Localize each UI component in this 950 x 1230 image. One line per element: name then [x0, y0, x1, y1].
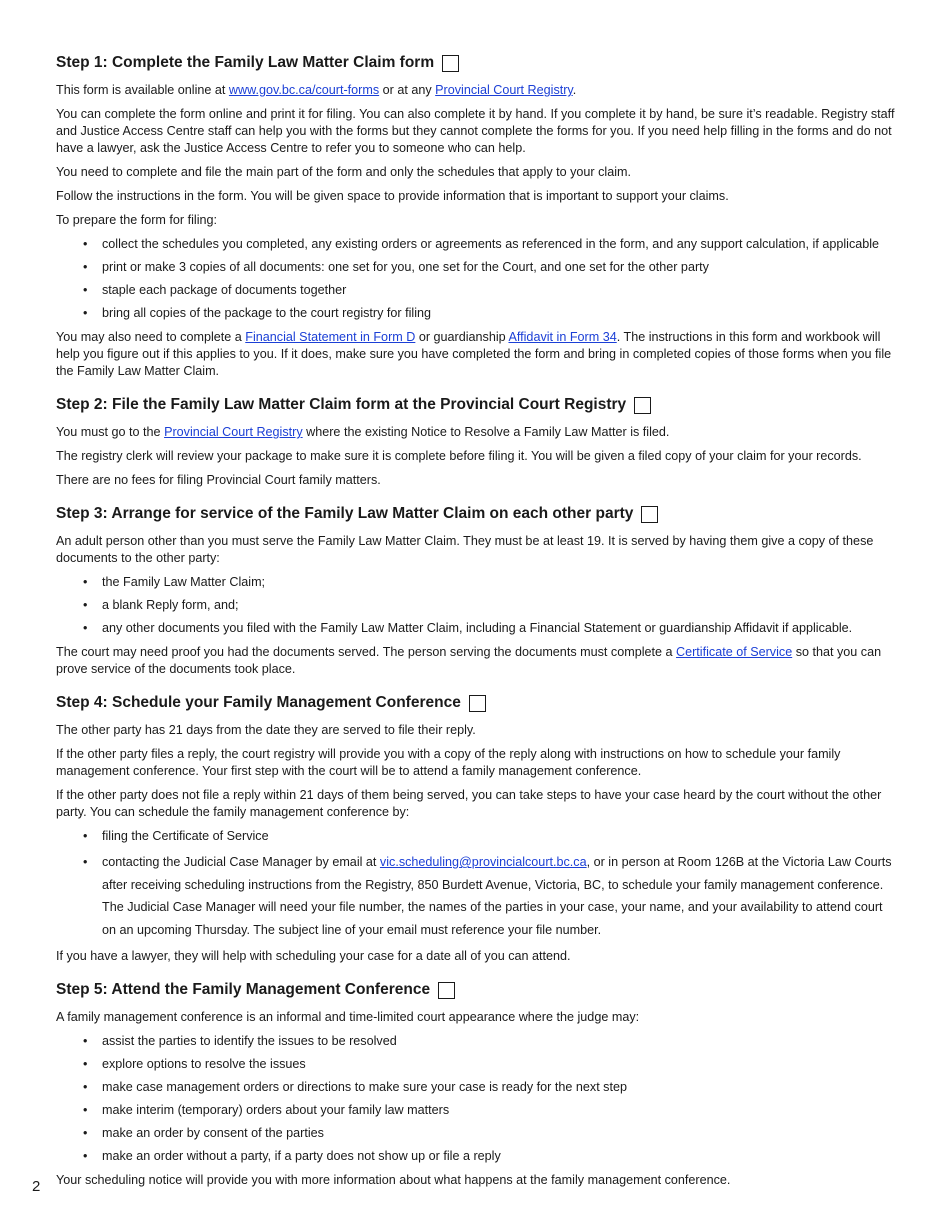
- step2-paragraph: There are no fees for filing Provincial Court family matters.: [56, 473, 381, 487]
- step4-paragraph: The other party has 21 days from the date they are served to file their reply.: [56, 723, 476, 737]
- step5-list: [56, 1033, 896, 1165]
- step1-forms-note: [56, 329, 896, 380]
- list-item: • any other documents you filed with the Family Law Matter Claim, including a Financial Statement or guardianship Affidavit if applicable.: [56, 620, 896, 637]
- step3-paragraph: [56, 644, 896, 678]
- step2-paragraph: The registry clerk will review your package to make sure it is complete before filing it. You will be given a filed copy of your claim for your records.: [56, 449, 862, 463]
- step5-section: [56, 979, 896, 1189]
- list-item: • make case management orders or directions to make sure your case is ready for the next step: [56, 1079, 896, 1096]
- text: contacting the Judicial Case Manager by email at: [102, 855, 380, 869]
- step4-title: Step 4: Schedule your Family Management Conference: [56, 694, 461, 711]
- step3-checkbox[interactable]: [641, 506, 658, 523]
- step1-paragraph: Follow the instructions in the form. You will be given space to provide information that is important to support your claims.: [56, 189, 729, 203]
- text: The court may need proof you had the documents served. The person serving the documents must complete a: [56, 645, 677, 659]
- list-item: • make an order by consent of the parties: [56, 1125, 896, 1142]
- step1-availability: [56, 82, 896, 99]
- step3-list: [56, 574, 896, 637]
- list-item: • explore options to resolve the issues: [56, 1056, 896, 1073]
- step3-title: Step 3: Arrange for service of the Family Law Matter Claim on each other party: [56, 505, 634, 522]
- step4-paragraph: If the other party does not file a reply within 21 days of them being served, you can take steps to have your case heard by the court without the other party. You can schedule the family management conference by:: [56, 788, 882, 819]
- step1-checkbox[interactable]: [442, 55, 459, 72]
- step5-title: Step 5: Attend the Family Management Conference: [56, 981, 431, 998]
- text: or at any: [379, 83, 436, 97]
- text: where the existing Notice to Resolve a Family Law Matter is filed.: [302, 425, 670, 439]
- list-item: • a blank Reply form, and;: [56, 597, 896, 614]
- step4-section: [56, 692, 896, 965]
- step2-heading: [56, 394, 896, 416]
- list-item: • make an order without a party, if a party does not show up or file a reply: [56, 1148, 896, 1165]
- step1-heading: [56, 52, 896, 74]
- registry-link[interactable]: Provincial Court Registry: [164, 425, 303, 439]
- text: You may also need to complete a: [56, 330, 246, 344]
- content: [56, 52, 896, 1203]
- step3-paragraph: An adult person other than you must serve the Family Law Matter Claim. They must be at least 19. It is served by having them give a copy of these documents to the other party:: [56, 534, 874, 565]
- step4-paragraph: If you have a lawyer, they will help with scheduling your case for a date all of you can attend.: [56, 949, 571, 963]
- registry-link[interactable]: Provincial Court Registry: [435, 83, 573, 97]
- list-item: • print or make 3 copies of all documents: one set for you, one set for the Court, and one set for the other party: [56, 259, 896, 276]
- page-number: 2: [32, 1178, 41, 1195]
- text: or guardianship: [415, 330, 509, 344]
- step1-paragraph: You can complete the form online and print it for filing. You can also complete it by hand. If you complete it by hand, be sure it’s readable. Registry staff and Justice Access Centre staff can help you with the forms but they cannot complete the forms for you. If you need help filling in the forms and do not have a lawyer, ask the Justice Access Centre to refer you to someone who can help.: [56, 107, 895, 155]
- scheduling-email-link[interactable]: vic.scheduling@provincialcourt.bc.ca: [379, 855, 587, 869]
- step1-title: Step 1: Complete the Family Law Matter Claim form: [56, 54, 435, 71]
- court-forms-link[interactable]: www.gov.bc.ca/court-forms: [228, 83, 380, 97]
- step5-paragraph: Your scheduling notice will provide you with more information about what happens at the family management conference.: [56, 1173, 731, 1187]
- step3-heading: [56, 503, 896, 525]
- text: This form is available online at: [56, 83, 229, 97]
- step1-list: [56, 236, 896, 322]
- list-item: • bring all copies of the package to the court registry for filing: [56, 305, 896, 322]
- step5-heading: [56, 979, 896, 1001]
- step5-checkbox[interactable]: [438, 982, 455, 999]
- step4-checkbox[interactable]: [469, 695, 486, 712]
- step2-paragraph: [56, 424, 896, 441]
- text: .: [572, 83, 577, 97]
- step4-list: [56, 828, 896, 941]
- step4-heading: [56, 692, 896, 714]
- affidavit-link[interactable]: Affidavit in Form 34: [508, 330, 617, 344]
- step2-section: [56, 394, 896, 489]
- list-item: • filing the Certificate of Service: [56, 828, 896, 845]
- step2-title: Step 2: File the Family Law Matter Claim form at the Provincial Court Registry: [56, 396, 627, 413]
- step1-paragraph: To prepare the form for filing:: [56, 213, 217, 227]
- step3-section: [56, 503, 896, 678]
- step1-paragraph: You need to complete and file the main part of the form and only the schedules that apply to your claim.: [56, 165, 631, 179]
- step2-checkbox[interactable]: [634, 397, 651, 414]
- certificate-of-service-link[interactable]: Certificate of Service: [676, 645, 793, 659]
- list-item: [56, 851, 896, 941]
- list-item: • staple each package of documents together: [56, 282, 896, 299]
- text: , or in person at Room 126B at the Victoria Law Courts after receiving scheduling instructions from the Registry, 850 Burdett Avenue, Victoria, BC, to schedule your family management conference. The Judicial Case Manager will need your file number, the names of the parties in your case, your name, and your availability to attend court on an upcoming Thursday. The subject line of your email must reference your file number.: [102, 855, 892, 937]
- list-item: • collect the schedules you completed, any existing orders or agreements as referenced in the form, and any support calculation, if applicable: [56, 236, 896, 253]
- text: You must go to the: [56, 425, 165, 439]
- text: so that you can prove service of the documents took place.: [56, 645, 882, 676]
- list-item: • the Family Law Matter Claim;: [56, 574, 896, 591]
- financial-statement-link[interactable]: Financial Statement in Form D: [245, 330, 416, 344]
- step1-section: [56, 52, 896, 380]
- list-item: • assist the parties to identify the issues to be resolved: [56, 1033, 896, 1050]
- text: . The instructions in this form and workbook will help you figure out if this applies to you. If it does, make sure you have completed the form and bring in completed copies of those forms when you file the Family Law Matter Claim.: [56, 330, 892, 378]
- step4-paragraph: If the other party files a reply, the court registry will provide you with a copy of the reply along with instructions on how to schedule your family management conference. Your first step with the court will be to attend a family management conference.: [56, 747, 841, 778]
- list-item: • make interim (temporary) orders about your family law matters: [56, 1102, 896, 1119]
- step5-paragraph: A family management conference is an informal and time-limited court appearance where the judge may:: [56, 1010, 640, 1024]
